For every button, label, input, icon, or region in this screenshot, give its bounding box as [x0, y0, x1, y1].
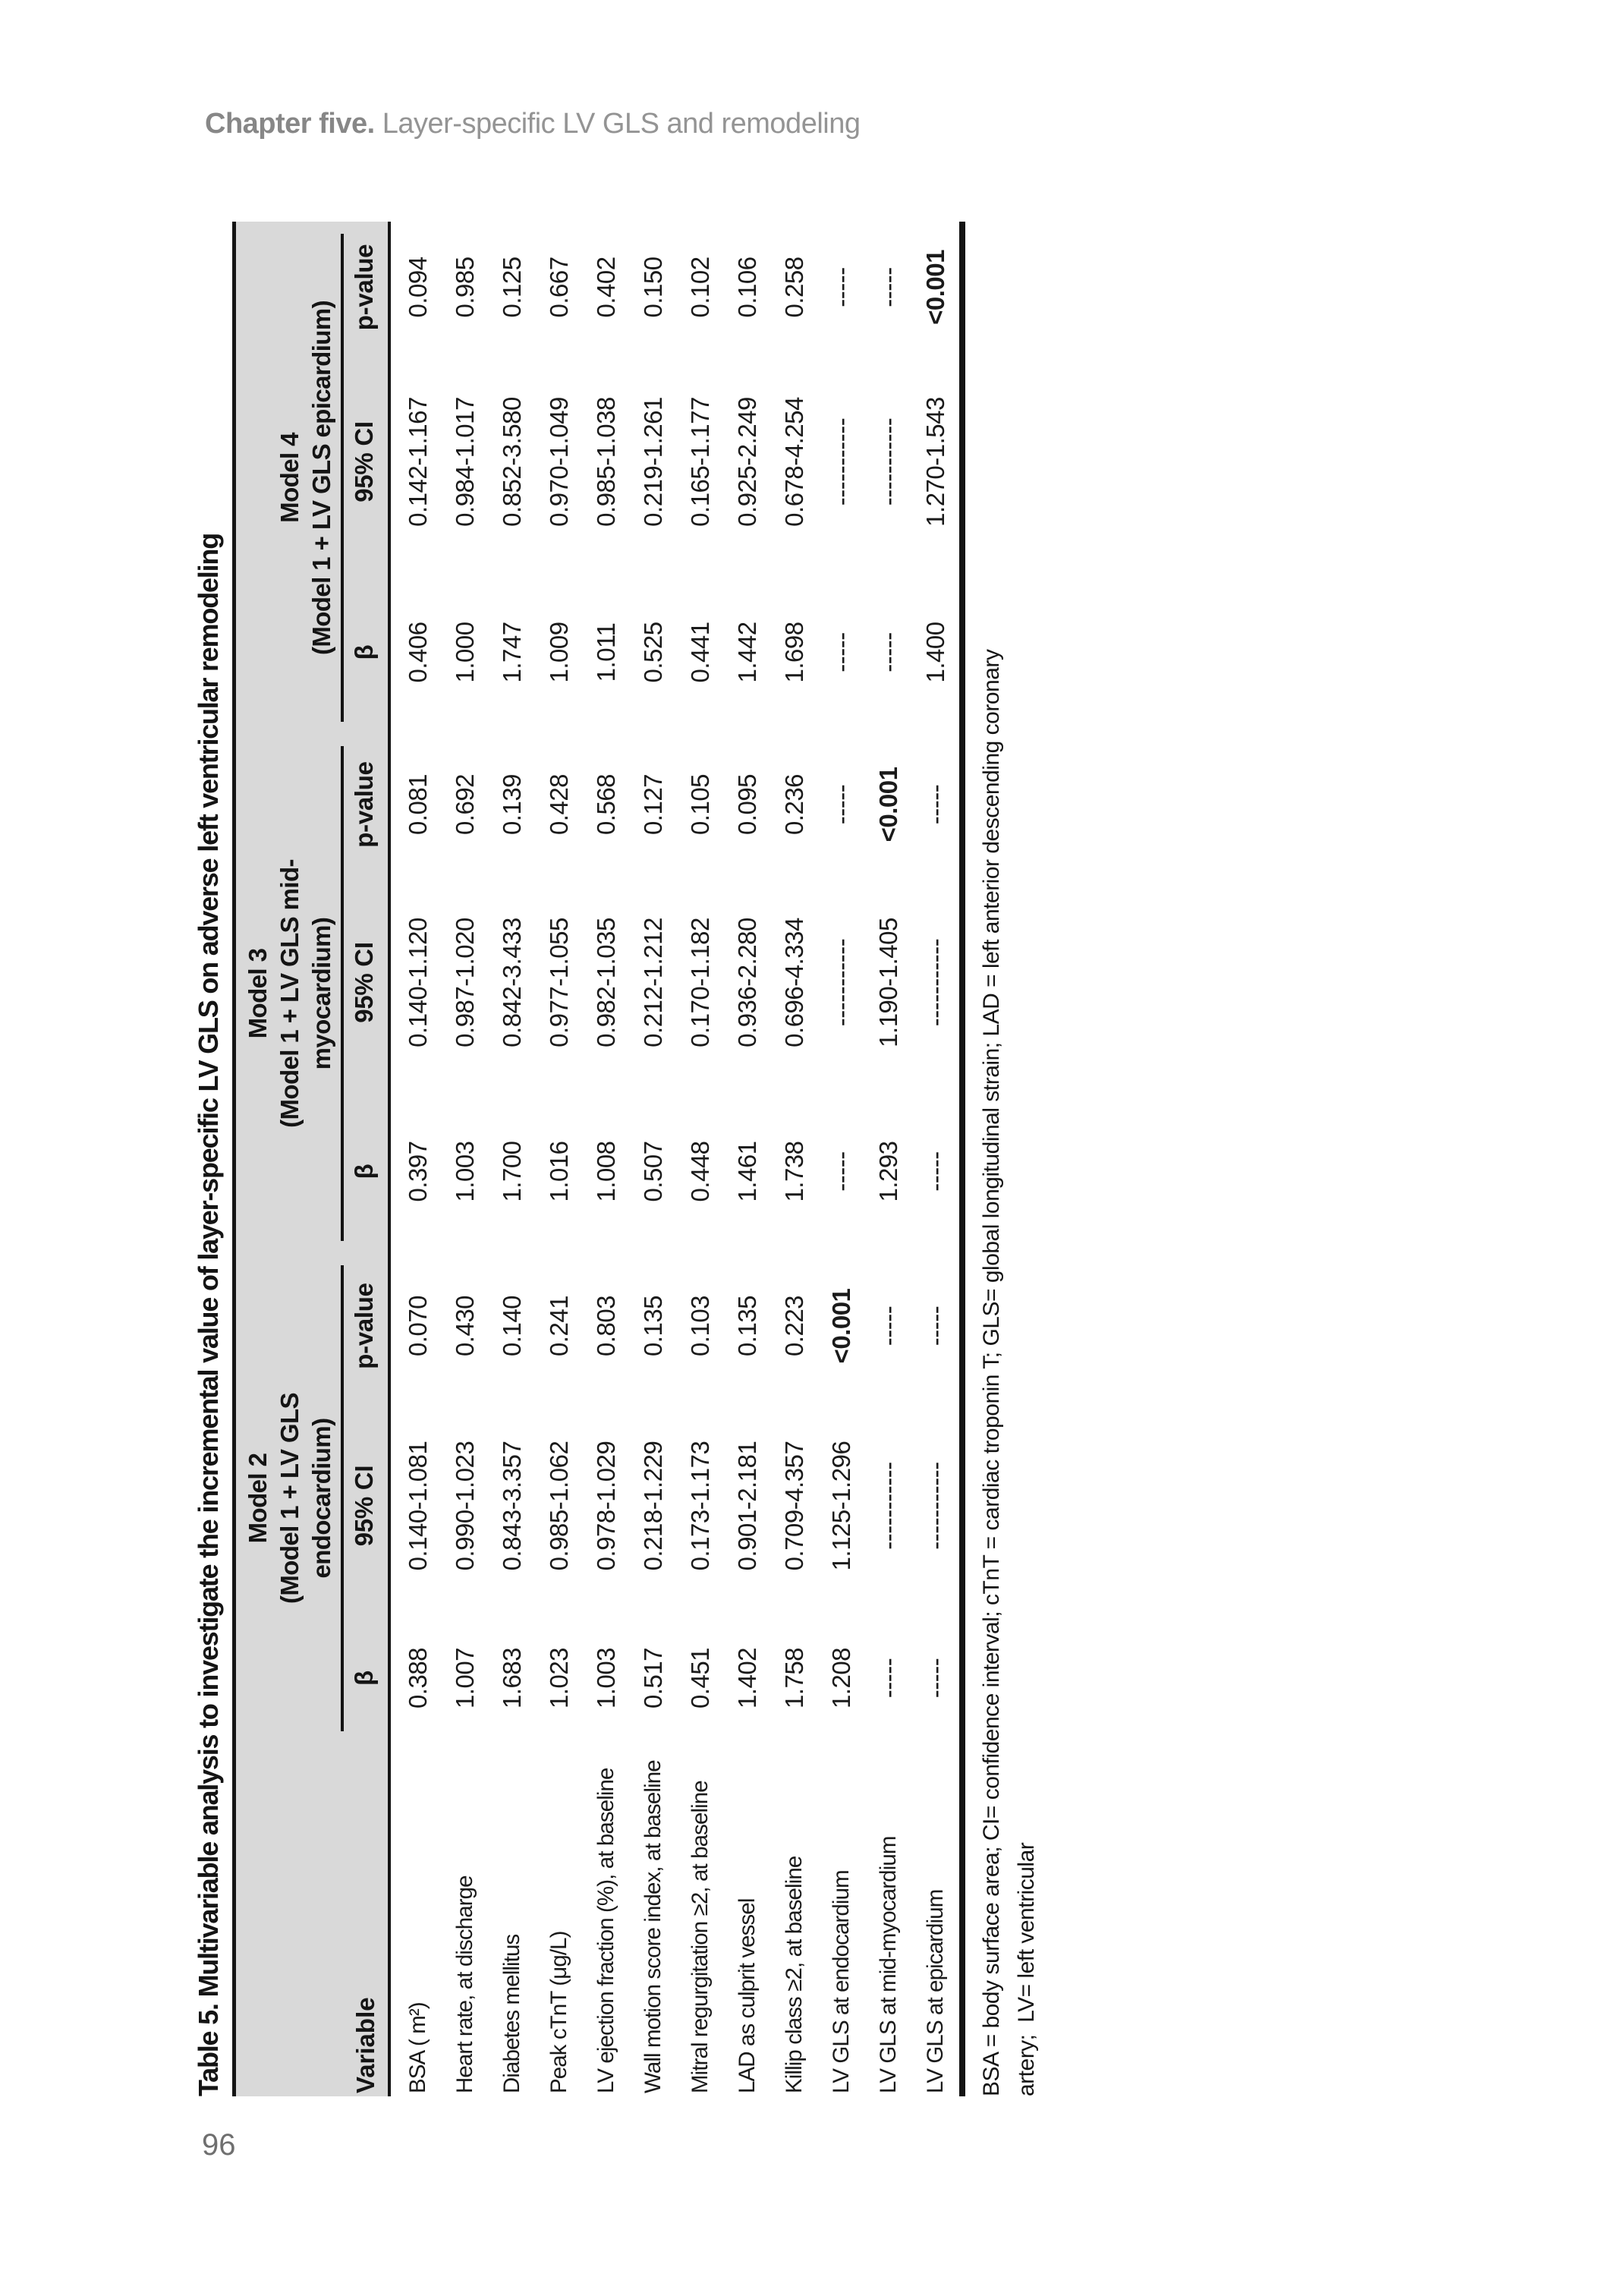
model4-beta-header: β	[344, 571, 389, 734]
cell: 0.140-1.120	[404, 918, 432, 1047]
model3-ci-header: 95% CI	[344, 875, 389, 1090]
model-header-row	[234, 222, 345, 2096]
table-row	[818, 222, 865, 2096]
cell: 0.709-4.357	[780, 1441, 808, 1571]
variable-label: Killip class ≥2, at baseline	[782, 1856, 807, 2093]
cell: 1.442	[733, 622, 761, 683]
cell: 0.985-1.062	[545, 1441, 573, 1571]
cell: 0.165-1.177	[686, 397, 714, 527]
table-row	[489, 222, 536, 2096]
cell: 0.448	[686, 1141, 714, 1202]
cell: 1.003	[451, 1141, 479, 1202]
cell: -----	[827, 1151, 855, 1192]
cell: 0.987-1.020	[451, 918, 479, 1047]
table-header	[234, 222, 390, 2096]
cell: -----------	[827, 938, 855, 1027]
variable-label: LV GLS at endocardium	[829, 1870, 854, 2093]
table-row	[442, 222, 489, 2096]
cell: -----------	[912, 875, 962, 1090]
cell: 0.102	[686, 257, 714, 318]
cell: 1.700	[498, 1141, 526, 1202]
table-row	[771, 222, 818, 2096]
cell: 0.842-3.433	[498, 918, 526, 1047]
cell: -----	[912, 1613, 962, 1743]
cell: 1.009	[545, 622, 573, 683]
cell: -----	[827, 632, 855, 672]
cell: 0.568	[592, 773, 620, 836]
cell: 0.984-1.017	[451, 397, 479, 527]
cell: 1.683	[498, 1647, 526, 1709]
variable-label: LAD as culprit vessel	[735, 1898, 760, 2093]
model2-header	[234, 1253, 345, 1743]
cell: 0.985	[451, 257, 479, 318]
cell: 0.103	[686, 1295, 714, 1357]
cell: -----------	[827, 417, 855, 506]
chapter-header	[205, 108, 860, 140]
cell: 1.402	[733, 1647, 761, 1709]
footnote-line-1: BSA = body surface area; CI= confidence interval; cTnT = cardiac troponin T; GLS= global longitudinal strain; LAD = left anterior descending coronary	[979, 649, 1004, 2096]
cell: 1.003	[592, 1647, 620, 1709]
cell: 0.139	[498, 773, 526, 836]
model2-ci-header: 95% CI	[344, 1399, 389, 1613]
table-row	[677, 222, 724, 2096]
cell: 1.461	[733, 1141, 761, 1202]
cell: 0.517	[639, 1647, 667, 1709]
cell: 0.978-1.029	[592, 1441, 620, 1571]
table-row	[536, 222, 583, 2096]
cell: 0.236	[780, 773, 808, 836]
model4-header	[234, 222, 345, 734]
cell: 0.925-2.249	[733, 397, 761, 527]
model3-beta-header: β	[344, 1090, 389, 1253]
footnote-line-2: artery; LV= left ventricular	[1014, 1842, 1039, 2096]
cell: 1.007	[451, 1647, 479, 1709]
cell: 0.990-1.023	[451, 1441, 479, 1571]
cell: 0.142-1.167	[404, 397, 432, 527]
model4-pvalue-header: p-value	[344, 222, 389, 353]
cell: 0.507	[639, 1141, 667, 1202]
cell: 1.008	[592, 1141, 620, 1202]
cell: 0.106	[733, 257, 761, 318]
variable-label: Mitral regurgitation ≥2, at baseline	[688, 1781, 713, 2093]
cell: 0.127	[639, 773, 667, 836]
cell: 0.977-1.055	[545, 918, 573, 1047]
cell: 1.125-1.296	[827, 1441, 855, 1571]
table-row	[865, 222, 912, 2096]
cell: 0.081	[404, 773, 432, 836]
cell-significant: <0.001	[874, 767, 902, 842]
model3-subtitle-1: (Model 1 + LV GLS mid-	[275, 859, 304, 1128]
cell: -----	[912, 1253, 962, 1399]
variable-label: LV GLS at epicardium	[912, 1743, 962, 2096]
cell: 0.150	[639, 257, 667, 318]
cell: -----	[874, 1658, 902, 1699]
cell: 1.208	[827, 1647, 855, 1709]
variable-label: LV GLS at mid-myocardium	[876, 1836, 901, 2093]
cell: -----	[912, 734, 962, 875]
model3-header	[234, 734, 345, 1253]
cell: 0.258	[780, 257, 808, 318]
cell: 0.241	[545, 1295, 573, 1357]
cell: 0.901-2.181	[733, 1441, 761, 1571]
cell: 0.170-1.182	[686, 918, 714, 1047]
table-body	[389, 222, 962, 2096]
cell: 0.397	[404, 1141, 432, 1202]
cell: -----------	[874, 1462, 902, 1550]
cell: 1.738	[780, 1141, 808, 1202]
cell: 0.125	[498, 257, 526, 318]
cell: -----	[912, 1090, 962, 1253]
cell: -----	[827, 267, 855, 307]
cell: 0.135	[733, 1295, 761, 1357]
table-row	[630, 222, 677, 2096]
chapter-header-title: Layer-specific LV GLS and remodeling	[374, 108, 861, 140]
cell: 0.441	[686, 622, 714, 683]
table-row	[583, 222, 630, 2096]
cell: 0.140	[498, 1295, 526, 1357]
cell: -----------	[912, 1399, 962, 1613]
model3-subtitle-2: myocardium)	[307, 917, 335, 1070]
results-table	[232, 222, 965, 2096]
cell: 1.016	[545, 1141, 573, 1202]
model2-subtitle-1: (Model 1 + LV GLS	[275, 1393, 304, 1604]
cell-significant: <0.001	[827, 1288, 855, 1364]
table-footnote	[974, 222, 1044, 2096]
cell: 0.678-4.254	[780, 397, 808, 527]
model2-name: Model 2	[244, 1453, 272, 1544]
cell: 0.525	[639, 622, 667, 683]
table-row	[912, 222, 962, 2096]
chapter-header-chapter: Chapter five.	[205, 108, 375, 140]
cell: 0.105	[686, 773, 714, 836]
cell: 0.430	[451, 1295, 479, 1357]
cell: -----	[827, 784, 855, 825]
cell: -----	[874, 632, 902, 672]
cell: 0.428	[545, 773, 573, 836]
cell: 1.011	[592, 622, 620, 682]
cell: 0.406	[404, 622, 432, 683]
cell: 0.140-1.081	[404, 1441, 432, 1571]
model3-header-box	[242, 746, 344, 1241]
model3-pvalue-header: p-value	[344, 734, 389, 875]
cell: 0.985-1.038	[592, 397, 620, 527]
cell: 0.803	[592, 1295, 620, 1357]
model3-name: Model 3	[244, 948, 272, 1039]
cell: 0.070	[404, 1295, 432, 1357]
cell: 0.218-1.229	[639, 1441, 667, 1571]
cell: 1.758	[780, 1647, 808, 1709]
variable-column-header: Variable	[234, 1743, 390, 2096]
cell: 0.095	[733, 773, 761, 836]
cell: 0.696-4.334	[780, 918, 808, 1047]
cell: 0.970-1.049	[545, 397, 573, 527]
cell: 0.843-3.357	[498, 1441, 526, 1571]
cell: 1.023	[545, 1647, 573, 1709]
cell: 1.000	[451, 622, 479, 683]
table-row	[389, 222, 442, 2096]
cell: 0.451	[686, 1647, 714, 1709]
page-number: 96	[202, 2128, 236, 2162]
cell: 0.223	[780, 1295, 808, 1357]
cell: 1.293	[874, 1141, 902, 1202]
cell: 0.982-1.035	[592, 918, 620, 1047]
cell: -----	[874, 267, 902, 307]
rotated-table-block	[190, 222, 1039, 2096]
model4-ci-header: 95% CI	[344, 353, 389, 571]
model4-subtitle-1: (Model 1 + LV GLS epicardium)	[307, 301, 335, 655]
variable-label: Diabetes mellitus	[499, 1934, 524, 2093]
cell: 0.219-1.261	[639, 397, 667, 527]
model4-header-box	[274, 234, 344, 722]
cell: -----------	[874, 417, 902, 506]
cell: 0.135	[639, 1295, 667, 1357]
model2-header-box	[242, 1265, 344, 1731]
cell: 0.936-2.280	[733, 918, 761, 1047]
variable-label: Heart rate, at discharge	[452, 1875, 477, 2093]
cell-significant: <0.001	[912, 222, 962, 353]
cell: 0.402	[592, 257, 620, 318]
cell: 0.667	[545, 257, 573, 318]
model2-subtitle-2: endocardium)	[307, 1418, 335, 1579]
variable-label: LV ejection fraction (%), at baseline	[593, 1768, 618, 2093]
cell: 0.173-1.173	[686, 1441, 714, 1571]
model4-name: Model 4	[275, 433, 304, 523]
cell: 0.388	[404, 1647, 432, 1709]
variable-label: Wall motion score index, at baseline	[640, 1760, 666, 2093]
cell: 1.400	[912, 571, 962, 734]
cell: 0.692	[451, 773, 479, 836]
table-title: Table 5. Multivariable analysis to investigate the incremental value of layer-specific LV GLS on adverse left ventricular remodeling	[193, 534, 224, 2096]
cell: 1.698	[780, 622, 808, 683]
cell: 1.270-1.543	[912, 353, 962, 571]
cell: 0.212-1.212	[639, 918, 667, 1047]
table-row	[724, 222, 771, 2096]
cell: 0.094	[404, 257, 432, 318]
cell: 1.747	[498, 622, 526, 683]
model2-pvalue-header: p-value	[344, 1253, 389, 1399]
cell: 1.190-1.405	[874, 918, 902, 1047]
model2-beta-header: β	[344, 1613, 389, 1743]
cell: -----	[874, 1305, 902, 1346]
variable-label: BSA ( m²)	[405, 2002, 430, 2093]
variable-label: Peak cTnT (μg/L)	[546, 1931, 571, 2093]
cell: 0.852-3.580	[498, 397, 526, 527]
